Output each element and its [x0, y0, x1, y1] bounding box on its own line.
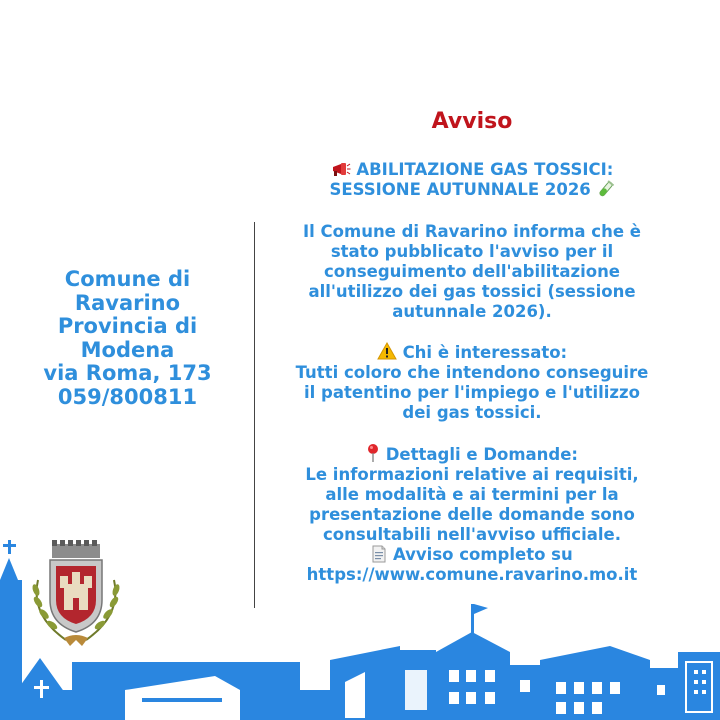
intro-line: all'utilizzo dei gas tossici (sessione [308, 282, 636, 301]
contact-address: via Roma, 173 [43, 361, 212, 385]
details-line: consultabili nell'avviso ufficiale. [323, 525, 621, 544]
test-tube-icon [597, 180, 615, 200]
interested-line: il patentino per l'impiego e l'utilizzo [304, 383, 640, 402]
contact-line: Ravarino [74, 290, 181, 315]
notice-headline [258, 160, 686, 200]
interested-line: dei gas tossici. [402, 403, 542, 422]
contact-line: Modena [80, 337, 175, 362]
pin-icon [366, 443, 380, 465]
intro-paragraph [258, 222, 686, 322]
full-notice-label: Avviso completo su [392, 545, 573, 564]
details-line: Le informazioni relative ai requisiti, [305, 465, 639, 484]
contact-phone: 059/800811 [57, 384, 198, 409]
intro-line: autunnale 2026). [392, 302, 552, 321]
municipality-contact [20, 268, 235, 409]
details-heading: Dettagli e Domande: [385, 445, 579, 464]
interested-section [258, 342, 686, 423]
contact-line: Comune di [64, 267, 191, 291]
headline-line: ABILITAZIONE GAS TOSSICI: [356, 160, 614, 179]
notice-panel [258, 108, 686, 585]
headline-line: SESSIONE AUTUNNALE 2026 [329, 180, 591, 199]
intro-line: Il Comune di Ravarino informa che è [303, 222, 641, 241]
intro-line: conseguimento dell'abilitazione [323, 262, 621, 281]
warning-icon [377, 342, 397, 363]
skyline-illustration [0, 540, 720, 720]
notice-title: Avviso [431, 109, 513, 134]
interested-heading: Chi è interessato: [402, 343, 568, 362]
interested-line: Tutti coloro che intendono conseguire [295, 363, 649, 382]
intro-line: stato pubblicato l'avviso per il [330, 242, 614, 261]
megaphone-icon [331, 160, 351, 180]
contact-line: Provincia di [57, 314, 198, 338]
details-line: alle modalità e ai termini per la [325, 485, 619, 504]
website-link[interactable]: https://www.comune.ravarino.mo.it [306, 565, 638, 584]
details-line: presentazione delle domande sono [309, 505, 635, 524]
